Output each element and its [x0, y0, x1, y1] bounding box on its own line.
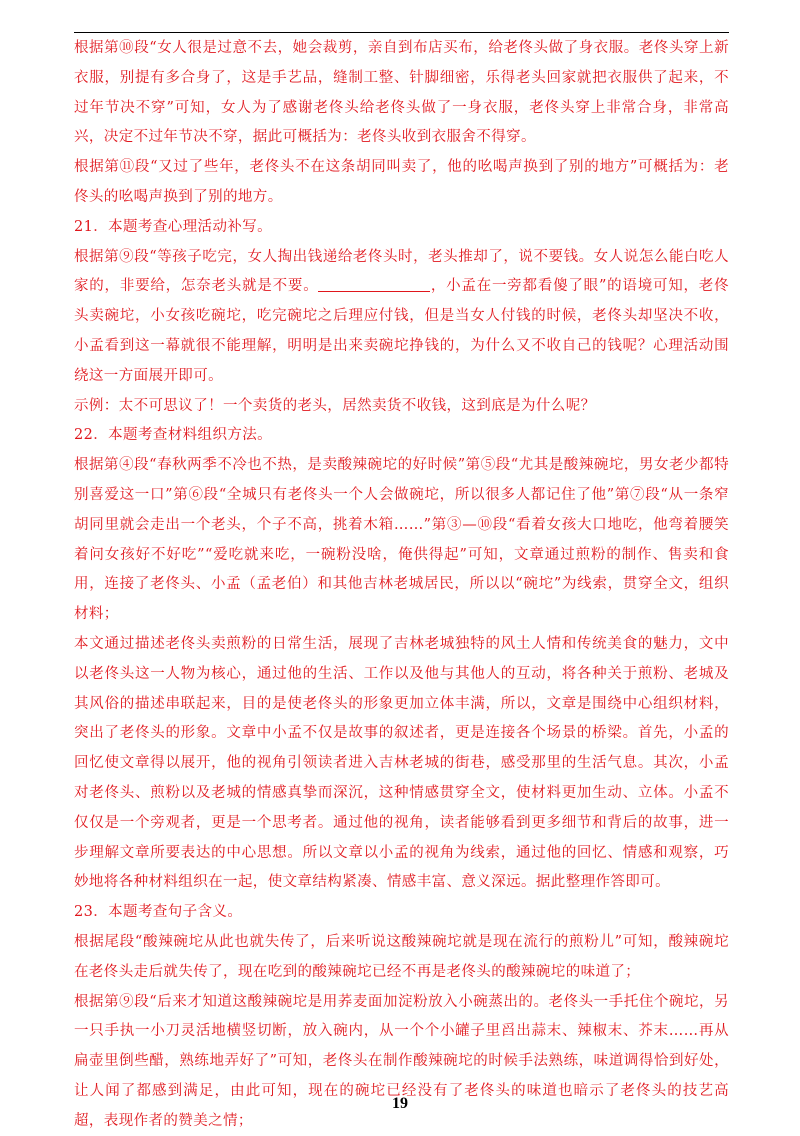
paragraph-para10-summary: 根据第⑩段“女人很是过意不去，她会裁剪，亲自到布店买布，给老佟头做了身衣服。老佟头穿上新衣服，别提有多合身了，这是手艺品，缝制工整、针脚细密，乐得老头回家就把衣服供了起来，不过年节决不穿”可知，女人为了感谢老佟头给老佟头做了一身衣服，老佟头穿上非常合身，非常高兴，决定不过年节决不穿，据此可概括为：老佟头收到衣服舍不得穿。 — [74, 34, 729, 153]
fill-in-blank-line — [318, 275, 430, 292]
q21-text-after-blank: ，小孟在一旁都看傻了眼”的语境可知，老佟头卖碗坨，小女孩吃碗坨，吃完碗坨之后理应付钱，但是当女人付钱的时候，老佟头却坚决不收，小孟看到这一幕就很不能理解，明明是出来卖碗坨挣钱的，为什么又不收自己的钱呢？心理活动围绕这一方面展开即可。 — [74, 278, 729, 383]
answer-text-body — [74, 34, 729, 1136]
question-21-heading: 21．本题考查心理活动补写。 — [74, 213, 729, 243]
question-23-heading: 23．本题考查句子含义。 — [74, 898, 729, 928]
paragraph-q22-structure: 本文通过描述老佟头卖煎粉的日常生活，展现了吉林老城独特的风土人情和传统美食的魅力，文中以老佟头这一人物为核心，通过他的生活、工作以及他与其他人的互动，将各种关于煎粉、老城及其风俗的描述串联起来，目的是使老佟头的形象更加立体丰满，所以，文章是围绕中心组织材料，突出了老佟头的形象。文章中小孟不仅是故事的叙述者，更是连接各个场景的桥梁。首先，小孟的回忆使文章得以展开，他的视角引领读者进入吉林老城的街巷，感受那里的生活气息。其次，小孟对老佟头、煎粉以及老城的情感真挚而深沉，这种情感贯穿全文，使材料更加生动、立体。小孟不仅仅是一个旁观者，更是一个思考者。通过他的视角，读者能够看到更多细节和背后的故事，进一步理解文章所要表达的中心思想。所以文章以小孟的视角为线索，通过他的回忆、情感和观察，巧妙地将各种材料组织在一起，使文章结构紧凑、情感丰富、意义深远。据此整理作答即可。 — [74, 630, 729, 898]
question-22-heading: 22．本题考查材料组织方法。 — [74, 421, 729, 451]
paragraph-para11-summary: 根据第⑪段“又过了些年，老佟头不在这条胡同叫卖了，他的吆喝声换到了别的地方”可概括为：老佟头的吆喝声换到了别的地方。 — [74, 153, 729, 213]
q21-text-before-blank: 根据第⑨段“等孩子吃完，女人掏出钱递给老佟头时，老头推却了，说不要钱。女人说怎么能白吃人家的，非要给，怎奈老头就是不要。 — [74, 249, 729, 295]
header-rule — [74, 32, 729, 33]
paragraph-q21-example: 示例：太不可思议了！一个卖货的老头，居然卖货不收钱，这到底是为什么呢？ — [74, 392, 729, 422]
paragraph-q23-ending: 根据尾段“酸辣碗坨从此也就失传了，后来听说这酸辣碗坨就是现在流行的煎粉儿”可知，酸辣碗坨在老佟头走后就失传了，现在吃到的酸辣碗坨已经不再是老佟头的酸辣碗坨的味道了； — [74, 928, 729, 988]
paragraph-q21-analysis — [74, 243, 729, 392]
paragraph-q23-para9: 根据第⑨段“后来才知道这酸辣碗坨是用荞麦面加淀粉放入小碗蒸出的。老佟头一手托住个碗坨，另一只手执一小刀灵活地横竖切断，放入碗内，从一个个小罐子里舀出蒜末、辣椒末、芥末……再从扁壶里倒些醋，熟练地弄好了”可知，老佟头在制作酸辣碗坨的时候手法熟练，味道调得恰到好处，让人闻了都感到满足，由此可知，现在的碗坨已经没有了老佟头的味道也暗示了老佟头的技艺高超，表现作者的赞美之情； — [74, 988, 729, 1136]
page-number: 19 — [0, 1095, 800, 1113]
paragraph-q22-clue: 根据第④段“春秋两季不冷也不热，是卖酸辣碗坨的好时候”第⑤段“尤其是酸辣碗坨，男女老少都特别喜爱这一口”第⑥段“全城只有老佟头一个人会做碗坨，所以很多人都记住了他”第⑦段“从一条窄胡同里就会走出一个老头，个子不高，挑着木箱……”第③—⑩段“看着女孩大口地吃，他弯着腰笑着问女孩好不好吃”“爱吃就来吃，一碗粉没啥，俺供得起”可知，文章通过煎粉的制作、售卖和食用，连接了老佟头、小孟（孟老伯）和其他吉林老城居民，所以以“碗坨”为线索，贯穿全文，组织材料； — [74, 451, 729, 630]
